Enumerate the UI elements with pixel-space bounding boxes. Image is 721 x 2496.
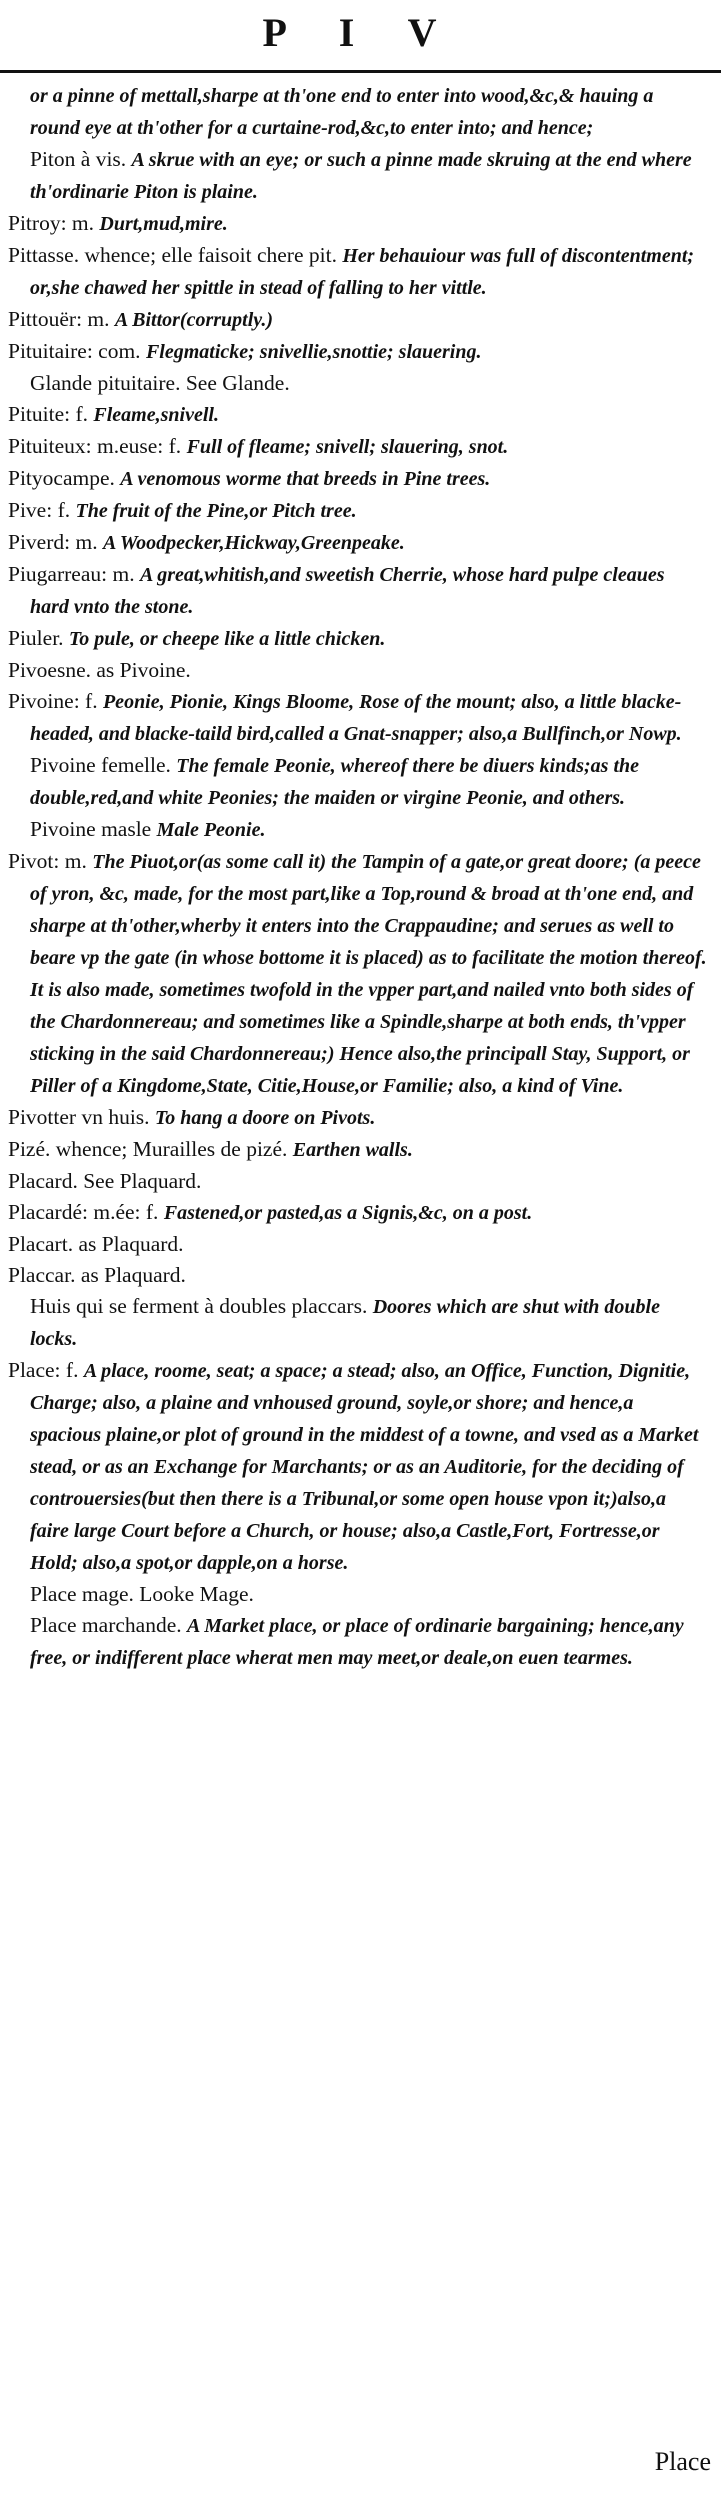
entry-headword: Glande pituitaire. See Glande. [30,371,290,395]
entry-headword: Placcar. as Plaquard. [8,1263,186,1287]
dictionary-entry [8,1197,708,1229]
dictionary-entry [8,463,708,495]
entry-headword: Placard. See Plaquard. [8,1169,202,1193]
entry-headword: Pive: f. [8,498,71,522]
entry-definition: To pule, or cheepe like a little chicken. [68,628,386,650]
dictionary-entry [8,1355,708,1579]
dictionary-entry [8,1166,708,1197]
entry-definition: or a pinne of mettall,sharpe at th'one end to enter into wood,&c,& hauing a round eye at th'other for a curtaine-rod,&c,to enter into; and hence; [30,85,654,139]
dictionary-entry [8,1579,708,1610]
entry-headword: Pittouër: m. [8,307,110,331]
dictionary-entry [8,1229,708,1260]
dictionary-entry [8,1260,708,1291]
entry-headword: Huis qui se ferment à doubles placcars. [30,1294,368,1318]
entry-headword: Pitroy: m. [8,211,95,235]
entry-definition: Doores which are shut with double locks. [30,1296,660,1350]
entry-definition: The female Peonie, whereof there be diuers kinds;as the double,red,and white Peonies; the maiden or virgine Peonie, and others. [30,755,640,809]
dictionary-entry [8,1134,708,1166]
dictionary-entry [8,240,708,304]
dictionary-entry [8,304,708,336]
entry-definition: Peonie, Pionie, Kings Bloome, Rose of the mount; also, a little blacke-headed, and blacke-taild bird,called a Gnat-snapper; also,a Bullfinch,or Nowp. [30,691,682,745]
entry-definition: Her behauiour was full of discontentment; or,she chawed her spittle in stead of falling to her vittle. [30,245,695,299]
dictionary-entry [8,559,708,623]
entry-definition: A great,whitish,and sweetish Cherrie, whose hard pulpe cleaues hard vnto the stone. [30,564,665,618]
dictionary-entry [8,368,708,399]
entry-headword: Pivoine masle [30,817,152,841]
dictionary-entry [8,623,708,655]
entry-definition: The Piuot,or(as some call it) the Tampin of a gate,or great doore; (a peece of yron, &c, made, for the most part,like a Top,round & broad at th'one end, and sharpe at th'other,wherby it enters into the Crappaudine; and serues as well to beare vp the gate (in whose bottome it is placed) as to facilitate the motion thereof. It is also made, sometimes twofold in the vpper part,and nailed vnto both sides of the Chardonnereau; and sometimes like a Spindle,sharpe at both ends, th'vpper sticking in the said Chardonnereau;) Hence also,the principall Stay, Support, or Piller of a Kingdome,State, Citie,House,or Familie; also, a kind of Vine. [30,851,707,1097]
entry-definition: A Woodpecker,Hickway,Greenpeake. [102,532,405,554]
dictionary-entry [8,655,708,686]
entry-headword: Piugarreau: m. [8,562,135,586]
dictionary-entry [8,399,708,431]
dictionary-entry [8,336,708,368]
dictionary-entry [8,495,708,527]
entry-headword: Placardé: m.ée: f. [8,1200,159,1224]
dictionary-entry [8,431,708,463]
entry-definition: A venomous worme that breeds in Pine trees. [120,468,491,490]
entry-headword: Pituite: f. [8,402,89,426]
entry-definition: To hang a doore on Pivots. [154,1107,376,1129]
entry-definition: Earthen walls. [292,1139,413,1161]
entry-definition: The fruit of the Pine,or Pitch tree. [75,500,357,522]
entry-headword: Pivoine femelle. [30,753,171,777]
entry-definition: A Market place, or place of ordinarie bargaining; hence,any free, or indifferent place wherat men may meet,or deale,on euen tearmes. [30,1615,684,1669]
entry-definition: Male Peonie. [156,819,266,841]
dictionary-entry [8,208,708,240]
entry-definition: Fastened,or pasted,as a Signis,&c, on a post. [163,1202,533,1224]
dictionary-entry [8,1102,708,1134]
entry-headword: Piuler. [8,626,64,650]
dictionary-entry [8,1610,708,1674]
entry-definition: Durt,mud,mire. [99,213,228,235]
dictionary-entry [8,80,708,144]
dictionary-entry [8,527,708,559]
entry-headword: Pivoesne. as Pivoine. [8,658,191,682]
entry-definition: Flegmaticke; snivellie,snottie; slauering. [145,341,482,363]
entry-headword: Pivotter vn huis. [8,1105,150,1129]
entry-definition: A Bittor(corruptly.) [114,309,274,331]
entry-headword: Pizé. whence; Murailles de pizé. [8,1137,288,1161]
entry-definition: Full of fleame; snivell; slauering, snot. [186,436,509,458]
entry-headword: Pivot: m. [8,849,87,873]
entry-definition: Fleame,snivell. [93,404,219,426]
dictionary-entry [8,144,708,208]
dictionary-entry [8,750,708,814]
header-rule [0,70,721,73]
entry-headword: Placart. as Plaquard. [8,1232,184,1256]
entry-headword: Piverd: m. [8,530,98,554]
entry-definition: A place, roome, seat; a space; a stead; also, an Office, Function, Dignitie, Charge; also, a plaine and vnhoused ground, soyle,or shore; and hence,a spacious plaine,or plot of ground in the middest of a towne, and vsed as a Market stead, or as an Exchange for Marchants; or as an Auditorie, for the deciding of controuersies(but then there is a Tribunal,or some open house vpon it;)also,a faire large Court before a Church, or house; also,a Castle,Fort, Fortresse,or Hold; also,a spot,or dapple,on a horse. [30,1360,699,1574]
dictionary-entry [8,686,708,750]
dictionary-entry [8,1291,708,1355]
entry-headword: Pittasse. whence; elle faisoit chere pit. [8,243,337,267]
entry-headword: Pituitaire: com. [8,339,141,363]
entry-headword: Pituiteux: m.euse: f. [8,434,182,458]
entry-definition: A skrue with an eye; or such a pinne made skruing at the end where th'ordinarie Piton is plaine. [30,149,692,203]
entry-headword: Place mage. Looke Mage. [30,1582,254,1606]
entry-headword: Pityocampe. [8,466,115,490]
catchword: Place [654,2447,711,2476]
entry-headword: Place: f. [8,1358,79,1382]
dictionary-entry [8,846,708,1102]
page-header-title: P I V [262,10,459,55]
entry-headword: Pivoine: f. [8,689,98,713]
entry-headword: Place marchande. [30,1613,182,1637]
dictionary-entry [8,814,708,846]
entry-list [8,80,708,1674]
entry-headword: Piton à vis. [30,147,127,171]
